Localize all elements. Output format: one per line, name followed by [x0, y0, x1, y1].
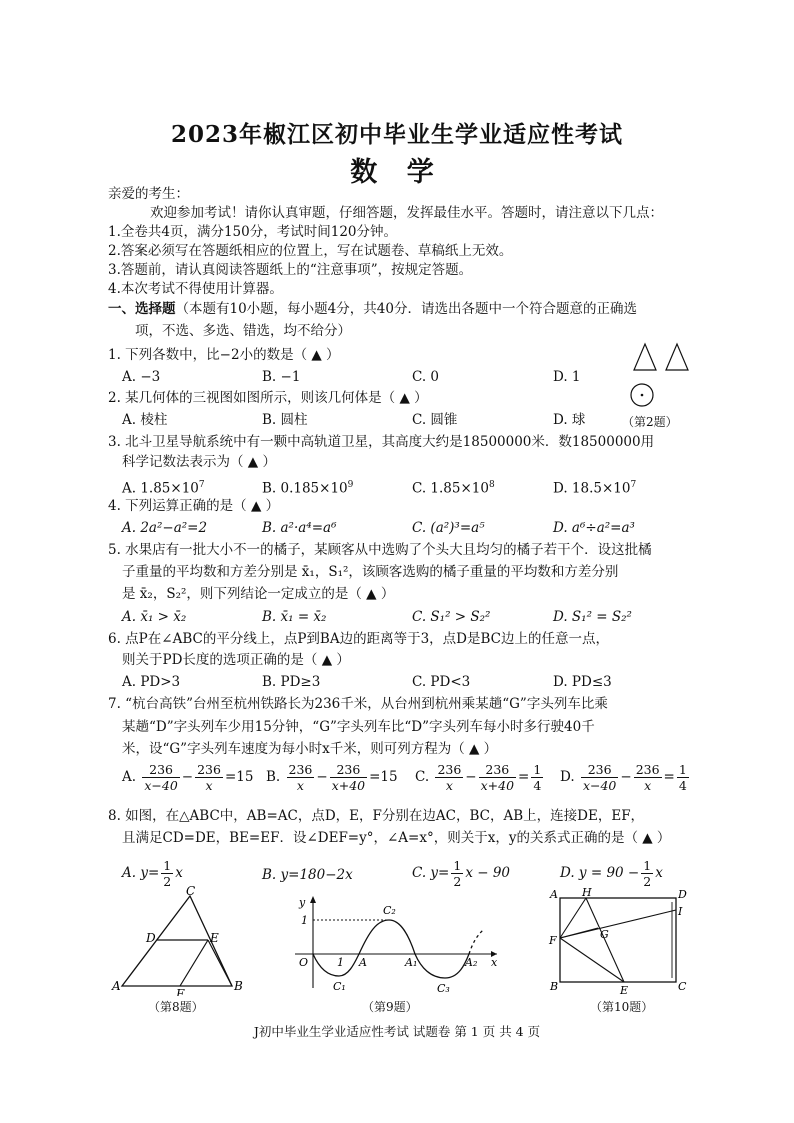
q5-stem-3: 是 x̄₂，S₂²，则下列结论一定成立的是（ ▲ ） — [122, 586, 395, 602]
fig9-label-c1: C₁ — [333, 980, 346, 992]
q6-option-a: A. PD>3 — [122, 674, 181, 690]
figure-9-caption: （第9题） — [362, 1000, 418, 1014]
fig8-label-d: D — [146, 931, 156, 945]
fig9-label-y: y — [299, 896, 306, 909]
fig9-label-o: O — [299, 956, 309, 969]
q2-option-d: D. 球 — [553, 412, 586, 428]
q7-option-c: C. $\frac{236}{x}$ − $\frac{236}{x+40}$ = $\frac{1}{4}$ — [415, 762, 542, 793]
exam-subject: 数 学 — [350, 157, 444, 188]
q5-option-b: B. x̄₁ = x̄₂ — [262, 609, 327, 625]
q8-option-c: C. y= $\frac{1}{2}$ x − 90 — [412, 858, 511, 889]
q6-option-c: C. PD<3 — [412, 674, 471, 690]
fig10-label-e: E — [620, 984, 629, 997]
figure-10-caption: （第10题） — [590, 1000, 654, 1014]
q5-option-a: A. x̄₁ > x̄₂ — [122, 609, 187, 625]
q5-stem-1: 5. 水果店有一批大小不一的橘子，某顾客从中选购了个头大且均匀的橘子若干个．设这批橘 — [108, 542, 652, 558]
fig10-label-b: B — [550, 980, 559, 993]
fig10-label-d: D — [678, 888, 687, 901]
note-3: 3.答题前，请认真阅读答题纸上的“注意事项”，按规定答题。 — [108, 262, 473, 278]
fig10-label-i: I — [678, 905, 683, 918]
fig10-label-c: C — [678, 980, 687, 993]
q2-option-b: B. 圆柱 — [262, 412, 308, 428]
q5-option-d: D. S₁² = S₂² — [553, 609, 632, 625]
q7-option-d: D. $\frac{236}{x-40}$ − $\frac{236}{x}$ = $\frac{1}{4}$ — [560, 762, 687, 793]
q7-stem-2: 某趟“D”字头列车少用15分钟，“G”字头列车比“D”字头列车每小时多行驶40千 — [122, 719, 595, 735]
q8-option-a: A. y= $\frac{1}{2}$ x — [122, 858, 183, 889]
q3-option-a: A. $1.85\times 10^7$ — [122, 480, 205, 497]
q1-option-d: D. 1 — [553, 369, 581, 385]
q1-option-c: C. 0 — [412, 369, 440, 385]
q2-option-a: A. 棱柱 — [122, 412, 168, 428]
q3-stem-1: 3. 北斗卫星导航系统中有一颗中高轨道卫星，其高度大约是18500000米．数18500000用 — [108, 434, 655, 450]
q4-option-b: B. a²·a⁴=a⁶ — [262, 520, 337, 536]
fig8-label-b: B — [234, 979, 243, 993]
q1-option-b: B. −1 — [262, 369, 301, 385]
fig9-label-a2: A₂ — [465, 956, 478, 969]
q6-option-d: D. PD≤3 — [553, 674, 612, 690]
fig9-label-a: A — [359, 956, 367, 969]
q8-stem-1: 8. 如图，在△ABC中，AB=AC，点D，E，F分别在边AC，BC，AB上，连接DE，EF， — [108, 808, 645, 824]
q5-option-c: C. S₁² > S₂² — [412, 609, 491, 625]
q7-stem-3: 米，设“G”字头列车速度为每小时x千米，则可列方程为（ ▲ ） — [122, 741, 498, 757]
q6-stem-1: 6. 点P在∠ABC的平分线上，点P到BA边的距离等于3，点D是BC边上的任意一点， — [108, 631, 609, 647]
fig8-label-a: A — [112, 979, 121, 993]
q1-stem: 1. 下列各数中，比−2小的数是（ ▲ ） — [108, 347, 340, 363]
fig10-label-a: A — [550, 888, 558, 901]
note-4: 4.本次考试不得使用计算器。 — [108, 281, 283, 297]
fig8-label-c: C — [186, 886, 196, 898]
q7-option-b: B. $\frac{236}{x}$ − $\frac{236}{x+40}$ =15 — [266, 762, 398, 793]
section-heading: 一、选择题 — [108, 301, 176, 317]
fig10-label-h: H — [582, 888, 592, 899]
q8-option-b: B. y=180−2x — [262, 867, 353, 883]
section-desc-2: 项，不选、多选、错选，均不给分） — [135, 323, 351, 339]
q3-option-d: D. $18.5\times 10^7$ — [553, 480, 637, 497]
section-desc: （本题有10小题，每小题4分，共40分．请选出各题中一个符合题意的正确选 — [175, 301, 637, 317]
q4-option-a: A. 2a²−a²=2 — [122, 520, 208, 536]
q7-option-a: A. $\frac{236}{x-40}$ − $\frac{236}{x}$ =15 — [122, 762, 254, 793]
q7-stem-1: 7. “杭台高铁”台州至杭州铁路长为236千米，从台州到杭州乘某趟“G”字头列车比乘 — [108, 696, 608, 712]
fig9-label-a1: A₁ — [405, 956, 418, 969]
figure-9-wave — [285, 892, 505, 992]
fig9-label-x: x — [491, 956, 498, 969]
section-1-header — [108, 300, 637, 318]
fig8-label-f: F — [176, 987, 185, 996]
fig9-label-1y: 1 — [301, 914, 308, 927]
fig9-label-1x: 1 — [337, 956, 344, 969]
q2-stem: 2. 某几何体的三视图如图所示，则该几何体是（ ▲ ） — [108, 390, 428, 406]
fig9-label-c2: C₂ — [383, 904, 396, 917]
q3-option-b: B. $0.185\times 10^9$ — [262, 480, 354, 497]
q2-caption: （第2题） — [622, 415, 678, 429]
fig9-label-c3: C₃ — [437, 982, 450, 992]
note-1: 1.全卷共4页，满分150分，考试时间120分钟。 — [108, 224, 398, 240]
fig10-label-f: F — [549, 934, 557, 947]
page-footer: J初中毕业生学业适应性考试 试题卷 第 1 页 共 4 页 — [253, 1024, 541, 1039]
q8-option-d: D. y = 90 − $\frac{1}{2}$ x — [560, 858, 663, 889]
q4-option-d: D. a⁶÷a²=a³ — [553, 520, 635, 536]
q3-stem-2: 科学记数法表示为（ ▲ ） — [122, 454, 276, 470]
q6-stem-2: 则关于PD长度的选项正确的是（ ▲ ） — [122, 652, 350, 668]
exam-title: 2023年椒江区初中毕业生学业适应性考试 — [170, 121, 623, 148]
q2-option-c: C. 圆锥 — [412, 412, 458, 428]
figure-8-triangle — [110, 886, 250, 996]
figure-10-rectangle — [540, 888, 690, 998]
greeting: 亲爱的考生： — [108, 186, 189, 202]
q6-option-b: B. PD≥3 — [262, 674, 321, 690]
q1-option-a: A. −3 — [122, 369, 161, 385]
q3-option-c: C. $1.85\times 10^8$ — [412, 480, 495, 497]
fig10-label-g: G — [600, 928, 609, 941]
q5-stem-2: 子重量的平均数和方差分别是 x̄₁，S₁²，该顾客选购的橘子重量的平均数和方差分别 — [122, 564, 619, 580]
q8-stem-2: 且满足CD=DE，BE=EF．设∠DEF=y°，∠A=x°，则关于x，y的关系式正确的是（ ▲ ） — [122, 830, 671, 846]
welcome-text: 欢迎参加考试！请你认真审题，仔细答题，发挥最佳水平。答题时，请注意以下几点： — [150, 205, 663, 221]
figure-8-caption: （第8题） — [148, 1000, 204, 1014]
q4-option-c: C. (a²)³=a⁵ — [412, 520, 485, 536]
note-2: 2.答案必须写在答题纸相应的位置上，写在试题卷、草稿纸上无效。 — [108, 243, 513, 259]
q4-stem: 4. 下列运算正确的是（ ▲ ） — [108, 498, 280, 514]
fig8-label-e: E — [210, 931, 219, 945]
